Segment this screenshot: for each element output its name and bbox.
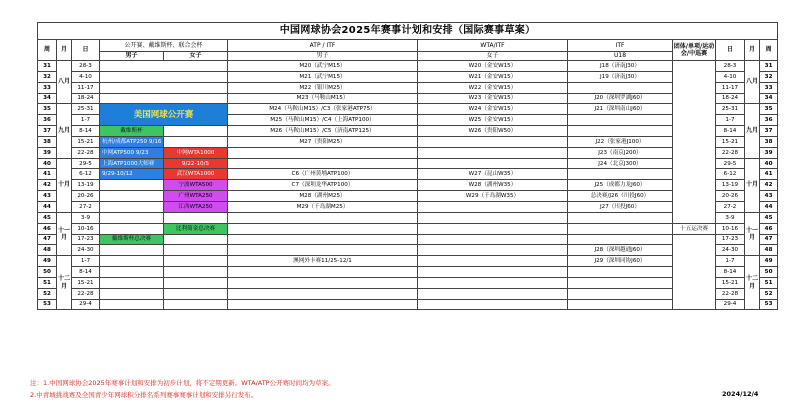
- week-number: 53: [38, 299, 57, 310]
- atp-event: M28（湖州M25）: [228, 191, 418, 202]
- date-range-right: 27-2: [716, 201, 745, 212]
- table-row: [38, 288, 778, 299]
- date-range: 27-2: [72, 201, 100, 212]
- date-range: 20-26: [72, 191, 100, 202]
- wta-event: [418, 136, 568, 147]
- month-header-right: 月: [745, 40, 760, 61]
- itf-event: J29（深圳同协J60）: [568, 256, 673, 267]
- grand-slam-cell: [164, 288, 228, 299]
- wta-sub-header: 女子: [418, 52, 568, 61]
- week-number-right: 44: [760, 201, 778, 212]
- itf-event: [568, 267, 673, 278]
- grand-slam-cell: [100, 267, 164, 278]
- atp-event: M23（马鞍山M15）: [228, 93, 418, 104]
- wuhan-wta-cell: 武汉WTA1000: [164, 169, 228, 180]
- date-range-right: 8-14: [716, 267, 745, 278]
- week-number-right: 43: [760, 191, 778, 202]
- wta-event: [418, 288, 568, 299]
- date-range: 22-28: [72, 288, 100, 299]
- jiangxi-wta-cell: 江西WTA250: [164, 201, 228, 212]
- date-range-right: 15-21: [716, 136, 745, 147]
- atp-event: [228, 212, 418, 223]
- davis-final-cell: 戴维斯杯总决赛: [100, 234, 164, 245]
- date-range-right: 1-7: [716, 115, 745, 126]
- table-row: [38, 126, 778, 137]
- week-header: 周: [38, 40, 57, 61]
- grand-slam-cell: [100, 245, 164, 256]
- itf-event: J19（济南J30）: [568, 71, 673, 82]
- wta-event: W24（金安W15）: [418, 104, 568, 115]
- page-title: 中国网球协会2025年赛事计划和安排（国际赛事草案）: [38, 23, 778, 40]
- week-number: 47: [38, 234, 57, 245]
- atp-event: M22（银川M25）: [228, 82, 418, 93]
- table-row: [38, 93, 778, 104]
- table-row: [38, 180, 778, 191]
- atp-event: M29（千岛湖M25）: [228, 201, 418, 212]
- week-number: 51: [38, 277, 57, 288]
- atp-sub-header: 男子: [228, 52, 418, 61]
- week-number-right: 41: [760, 169, 778, 180]
- date-range: 1-7: [72, 256, 100, 267]
- date-range-right: 24-30: [716, 245, 745, 256]
- date-range: 3-9: [72, 212, 100, 223]
- week-number: 50: [38, 267, 57, 278]
- wta-event: [418, 234, 568, 245]
- grand-slam-cell: [100, 61, 228, 72]
- week-number-right: 33: [760, 82, 778, 93]
- atp-event: [228, 288, 418, 299]
- wta-event: [418, 267, 568, 278]
- date-range: 15-21: [72, 136, 100, 147]
- itf-event: J24（北京J300）: [568, 158, 673, 169]
- grand-slam-cell: [100, 191, 164, 202]
- week-number-right: 52: [760, 288, 778, 299]
- grand-slam-cell: [164, 267, 228, 278]
- day-header: 日: [72, 40, 100, 61]
- team-cell: [673, 234, 716, 310]
- itf-event: [568, 212, 673, 223]
- atp-event: M27（贵阳M25）: [228, 136, 418, 147]
- date-range-right: 18-24: [716, 93, 745, 104]
- itf-event: J22（张家港J100）: [568, 136, 673, 147]
- grand-slam-cell: [164, 277, 228, 288]
- day-header-right: 日: [716, 40, 745, 61]
- team-header: 团体/单项/运动会/中巡赛: [673, 40, 716, 61]
- week-number: 48: [38, 245, 57, 256]
- date-range: 4-10: [72, 71, 100, 82]
- date-range: 13-19: [72, 180, 100, 191]
- note-1: 注：1.中国网球协会2025年赛事计划和安排为初步计划，将不定期更新。WTA/ATP公开赛时间均为草案。: [30, 379, 335, 387]
- week-number-right: 46: [760, 223, 778, 234]
- publish-date: 2024/12/4: [722, 390, 759, 398]
- men-header: 男子: [100, 52, 164, 61]
- week-number-right: 50: [760, 267, 778, 278]
- itf-event: J18（济南J30）: [568, 61, 673, 72]
- table-row: [38, 245, 778, 256]
- week-number-right: 35: [760, 104, 778, 115]
- date-range-right: 1-7: [716, 256, 745, 267]
- week-number: 41: [38, 169, 57, 180]
- atp-event: [228, 277, 418, 288]
- itf-event: J21（深圳南山J60）: [568, 104, 673, 115]
- date-range-right: 29-5: [716, 158, 745, 169]
- grand-slam-cell: [164, 234, 228, 245]
- week-number: 37: [38, 126, 57, 137]
- month-label: 九月: [57, 104, 72, 158]
- atp-event: M24（马鞍山M15）/C3（张家港ATP75）: [228, 104, 418, 115]
- week-number: 40: [38, 158, 57, 169]
- team-cell: [673, 61, 716, 224]
- wta-event: [418, 158, 568, 169]
- week-number-right: 42: [760, 180, 778, 191]
- wta-event: W26（贵阳W50）: [418, 126, 568, 137]
- date-range-right: 3-9: [716, 212, 745, 223]
- itf-event: [568, 126, 673, 137]
- week-number: 46: [38, 223, 57, 234]
- grand-slam-cell: [100, 277, 164, 288]
- week-number: 34: [38, 93, 57, 104]
- table-row: [38, 212, 778, 223]
- date-range-right: 20-26: [716, 191, 745, 202]
- week-number: 39: [38, 147, 57, 158]
- date-range: 28-3: [72, 61, 100, 72]
- date-range-right: 29-4: [716, 299, 745, 310]
- month-label-right: 九月: [745, 104, 760, 158]
- date-range-right: 28-3: [716, 61, 745, 72]
- date-range-right: 17-23: [716, 234, 745, 245]
- itf-header: ITF: [568, 40, 673, 52]
- table-row: [38, 201, 778, 212]
- atp-event: 澳网外卡赛11/25-12/1: [228, 256, 418, 267]
- date-range-right: 8-14: [716, 126, 745, 137]
- bjk-final-cell: 比利简金总决赛: [164, 223, 228, 234]
- date-range-right: 15-21: [716, 277, 745, 288]
- date-range: 8-14: [72, 126, 100, 137]
- week-number-right: 34: [760, 93, 778, 104]
- wta-event: [418, 147, 568, 158]
- week-number: 38: [38, 136, 57, 147]
- week-number-right: 48: [760, 245, 778, 256]
- atp-event: M20（武宁M15）: [228, 61, 418, 72]
- date-range: 10-16: [72, 223, 100, 234]
- grand-slam-cell: [100, 71, 228, 82]
- itf-sub-header: U18: [568, 52, 673, 61]
- date-range: 15-21: [72, 277, 100, 288]
- schedule-table: [37, 22, 778, 310]
- grand-slam-cell: [100, 288, 164, 299]
- itf-event: [568, 169, 673, 180]
- itf-event: J23（南京J200）: [568, 147, 673, 158]
- table-row: [38, 104, 778, 115]
- table-row: [38, 147, 778, 158]
- atp-event: C7（深圳龙华ATP100）: [228, 180, 418, 191]
- grand-slam-cell: [164, 126, 228, 137]
- wta-event: [418, 223, 568, 234]
- date-range-right: 4-10: [716, 71, 745, 82]
- grand-slam-cell: [100, 299, 164, 310]
- week-number: 32: [38, 71, 57, 82]
- grand-slam-cell: [100, 201, 164, 212]
- month-header: 月: [57, 40, 72, 61]
- itf-event: J20（深圳罗湖J60）: [568, 93, 673, 104]
- itf-event: [568, 223, 673, 234]
- grand-slam-cell: [100, 212, 164, 223]
- table-row: [38, 82, 778, 93]
- table-row: [38, 136, 778, 147]
- week-number-right: 40: [760, 158, 778, 169]
- week-number-right: 36: [760, 115, 778, 126]
- wta-event: [418, 245, 568, 256]
- wta-event: [418, 256, 568, 267]
- atp-itf-header: ATP / ITF: [228, 40, 418, 52]
- wta-event: [418, 277, 568, 288]
- atp-event: [228, 267, 418, 278]
- shanghai-dates-cell: 9/29-10/12: [100, 169, 164, 180]
- month-label: 十一月: [57, 212, 72, 255]
- week-number: 42: [38, 180, 57, 191]
- wta-event: W29（千岛湖W35）: [418, 191, 568, 202]
- china-open-atp-cell: 中网ATP500 9/23: [100, 147, 164, 158]
- date-range: 25-31: [72, 104, 100, 115]
- date-range: 6-12: [72, 169, 100, 180]
- week-number: 33: [38, 82, 57, 93]
- week-number: 45: [38, 212, 57, 223]
- wta-event: W23（金安W15）: [418, 93, 568, 104]
- itf-event: [568, 115, 673, 126]
- davis-cup-cell: 戴维斯杯: [100, 126, 164, 137]
- date-range-right: 11-17: [716, 82, 745, 93]
- date-range: 24-30: [72, 245, 100, 256]
- date-range-right: 22-28: [716, 288, 745, 299]
- atp-event: [228, 299, 418, 310]
- itf-event: [568, 82, 673, 93]
- grand-slam-cell: [164, 212, 228, 223]
- women-header: 女子: [164, 52, 228, 61]
- itf-event: J27（川投J60）: [568, 201, 673, 212]
- itf-event: J25（成都力龙J60）: [568, 180, 673, 191]
- date-range-right: 25-31: [716, 104, 745, 115]
- date-range-right: 13-19: [716, 180, 745, 191]
- table-row: [38, 61, 778, 72]
- date-range-right: 22-28: [716, 147, 745, 158]
- date-range: 11-17: [72, 82, 100, 93]
- wta-event: W25（金安W15）: [418, 115, 568, 126]
- date-range: 29-5: [72, 158, 100, 169]
- wta-event: W22（金安W15）: [418, 82, 568, 93]
- table-row: [38, 267, 778, 278]
- date-range: 8-14: [72, 267, 100, 278]
- week-number: 49: [38, 256, 57, 267]
- atp-event: [228, 158, 418, 169]
- week-number-right: 51: [760, 277, 778, 288]
- week-number: 36: [38, 115, 57, 126]
- itf-event: [568, 234, 673, 245]
- grand-slam-cell: [164, 299, 228, 310]
- wta-event: W28（湖州W35）: [418, 180, 568, 191]
- itf-event: [568, 299, 673, 310]
- table-row: [38, 169, 778, 180]
- month-label: 十二月: [57, 256, 72, 310]
- itf-event: [568, 288, 673, 299]
- guangzhou-wta-cell: 广州WTA250: [164, 191, 228, 202]
- table-row: [38, 234, 778, 245]
- grand-slam-cell: [100, 82, 228, 93]
- grand-slam-cell: [164, 245, 228, 256]
- grand-slam-cell: [164, 256, 228, 267]
- week-number-right: 37: [760, 126, 778, 137]
- week-number: 52: [38, 288, 57, 299]
- grand-slam-header: 公开赛、戴维斯杯、联合会杯: [100, 40, 228, 52]
- itf-event: [568, 277, 673, 288]
- table-row: [38, 277, 778, 288]
- note-2: 2.中青城挑战赛及全国青少年网球积分排名系列赛事赛事计划和安排另行发布。: [30, 391, 258, 399]
- date-range-right: 6-12: [716, 169, 745, 180]
- week-number-right: 47: [760, 234, 778, 245]
- us-open-cell: 美国网球公开赛: [100, 104, 228, 126]
- wta-event: W27（昆山W35）: [418, 169, 568, 180]
- wta-event: [418, 212, 568, 223]
- week-number: 31: [38, 61, 57, 72]
- wta-itf-header: WTA/ITF: [418, 40, 568, 52]
- atp-event: M21（武宁M15）: [228, 71, 418, 82]
- date-range: 17-23: [72, 234, 100, 245]
- atp-event: [228, 223, 418, 234]
- month-label: 八月: [57, 61, 72, 104]
- table-row: [38, 256, 778, 267]
- ningbo-wta-cell: 宁波WTA500: [164, 180, 228, 191]
- date-range: 22-28: [72, 147, 100, 158]
- week-number: 43: [38, 191, 57, 202]
- week-number-right: 38: [760, 136, 778, 147]
- atp-event: [228, 234, 418, 245]
- atp-event: [228, 147, 418, 158]
- grand-slam-cell: [100, 93, 228, 104]
- grand-slam-cell: [100, 223, 164, 234]
- month-label-right: 十月: [745, 158, 760, 212]
- month-label: 十月: [57, 158, 72, 212]
- hangzhou-atp-cell: 杭州/成都ATP250 9/16: [100, 136, 164, 147]
- atp-event: C6（广州黄埔ATP100）: [228, 169, 418, 180]
- date-range-right: 10-16: [716, 223, 745, 234]
- week-number-right: 31: [760, 61, 778, 72]
- month-label-right: 十二月: [745, 256, 760, 310]
- date-range: 1-7: [72, 115, 100, 126]
- wta-event: W21（金安W15）: [418, 71, 568, 82]
- table-row: [38, 71, 778, 82]
- grand-slam-cell: [100, 256, 164, 267]
- week-number-right: 39: [760, 147, 778, 158]
- week-number-right: 45: [760, 212, 778, 223]
- wta-event: W20（金安W15）: [418, 61, 568, 72]
- atp-event: [228, 245, 418, 256]
- china-open-wta-cell: 中网WTA1000: [164, 147, 228, 158]
- week-number-right: 49: [760, 256, 778, 267]
- table-row: [38, 191, 778, 202]
- week-number: 35: [38, 104, 57, 115]
- wta-dates-cell: 9/22-10/5: [164, 158, 228, 169]
- shanghai-masters-cell: 上海ATP1000大师赛: [100, 158, 164, 169]
- week-header-right: 周: [760, 40, 778, 61]
- atp-event: M26（马鞍山M15）/C5（济南ATP125）: [228, 126, 418, 137]
- month-label-right: 十一月: [745, 212, 760, 255]
- date-range: 29-4: [72, 299, 100, 310]
- itf-event: 总决赛/J26（川投J60）: [568, 191, 673, 202]
- wta-event: [418, 299, 568, 310]
- table-row: [38, 158, 778, 169]
- grand-slam-cell: [100, 180, 164, 191]
- week-number-right: 32: [760, 71, 778, 82]
- atp-event: M25（马鞍山M15）/C4（上海ATP100）: [228, 115, 418, 126]
- week-number-right: 53: [760, 299, 778, 310]
- month-label-right: 八月: [745, 61, 760, 104]
- itf-event: J28（深圳越通J60）: [568, 245, 673, 256]
- table-row: [38, 223, 778, 234]
- table-row: [38, 299, 778, 310]
- date-range: 18-24: [72, 93, 100, 104]
- team-final-cell: 十五运决赛: [673, 223, 716, 234]
- grand-slam-cell: [164, 136, 228, 147]
- wta-event: [418, 201, 568, 212]
- week-number: 44: [38, 201, 57, 212]
